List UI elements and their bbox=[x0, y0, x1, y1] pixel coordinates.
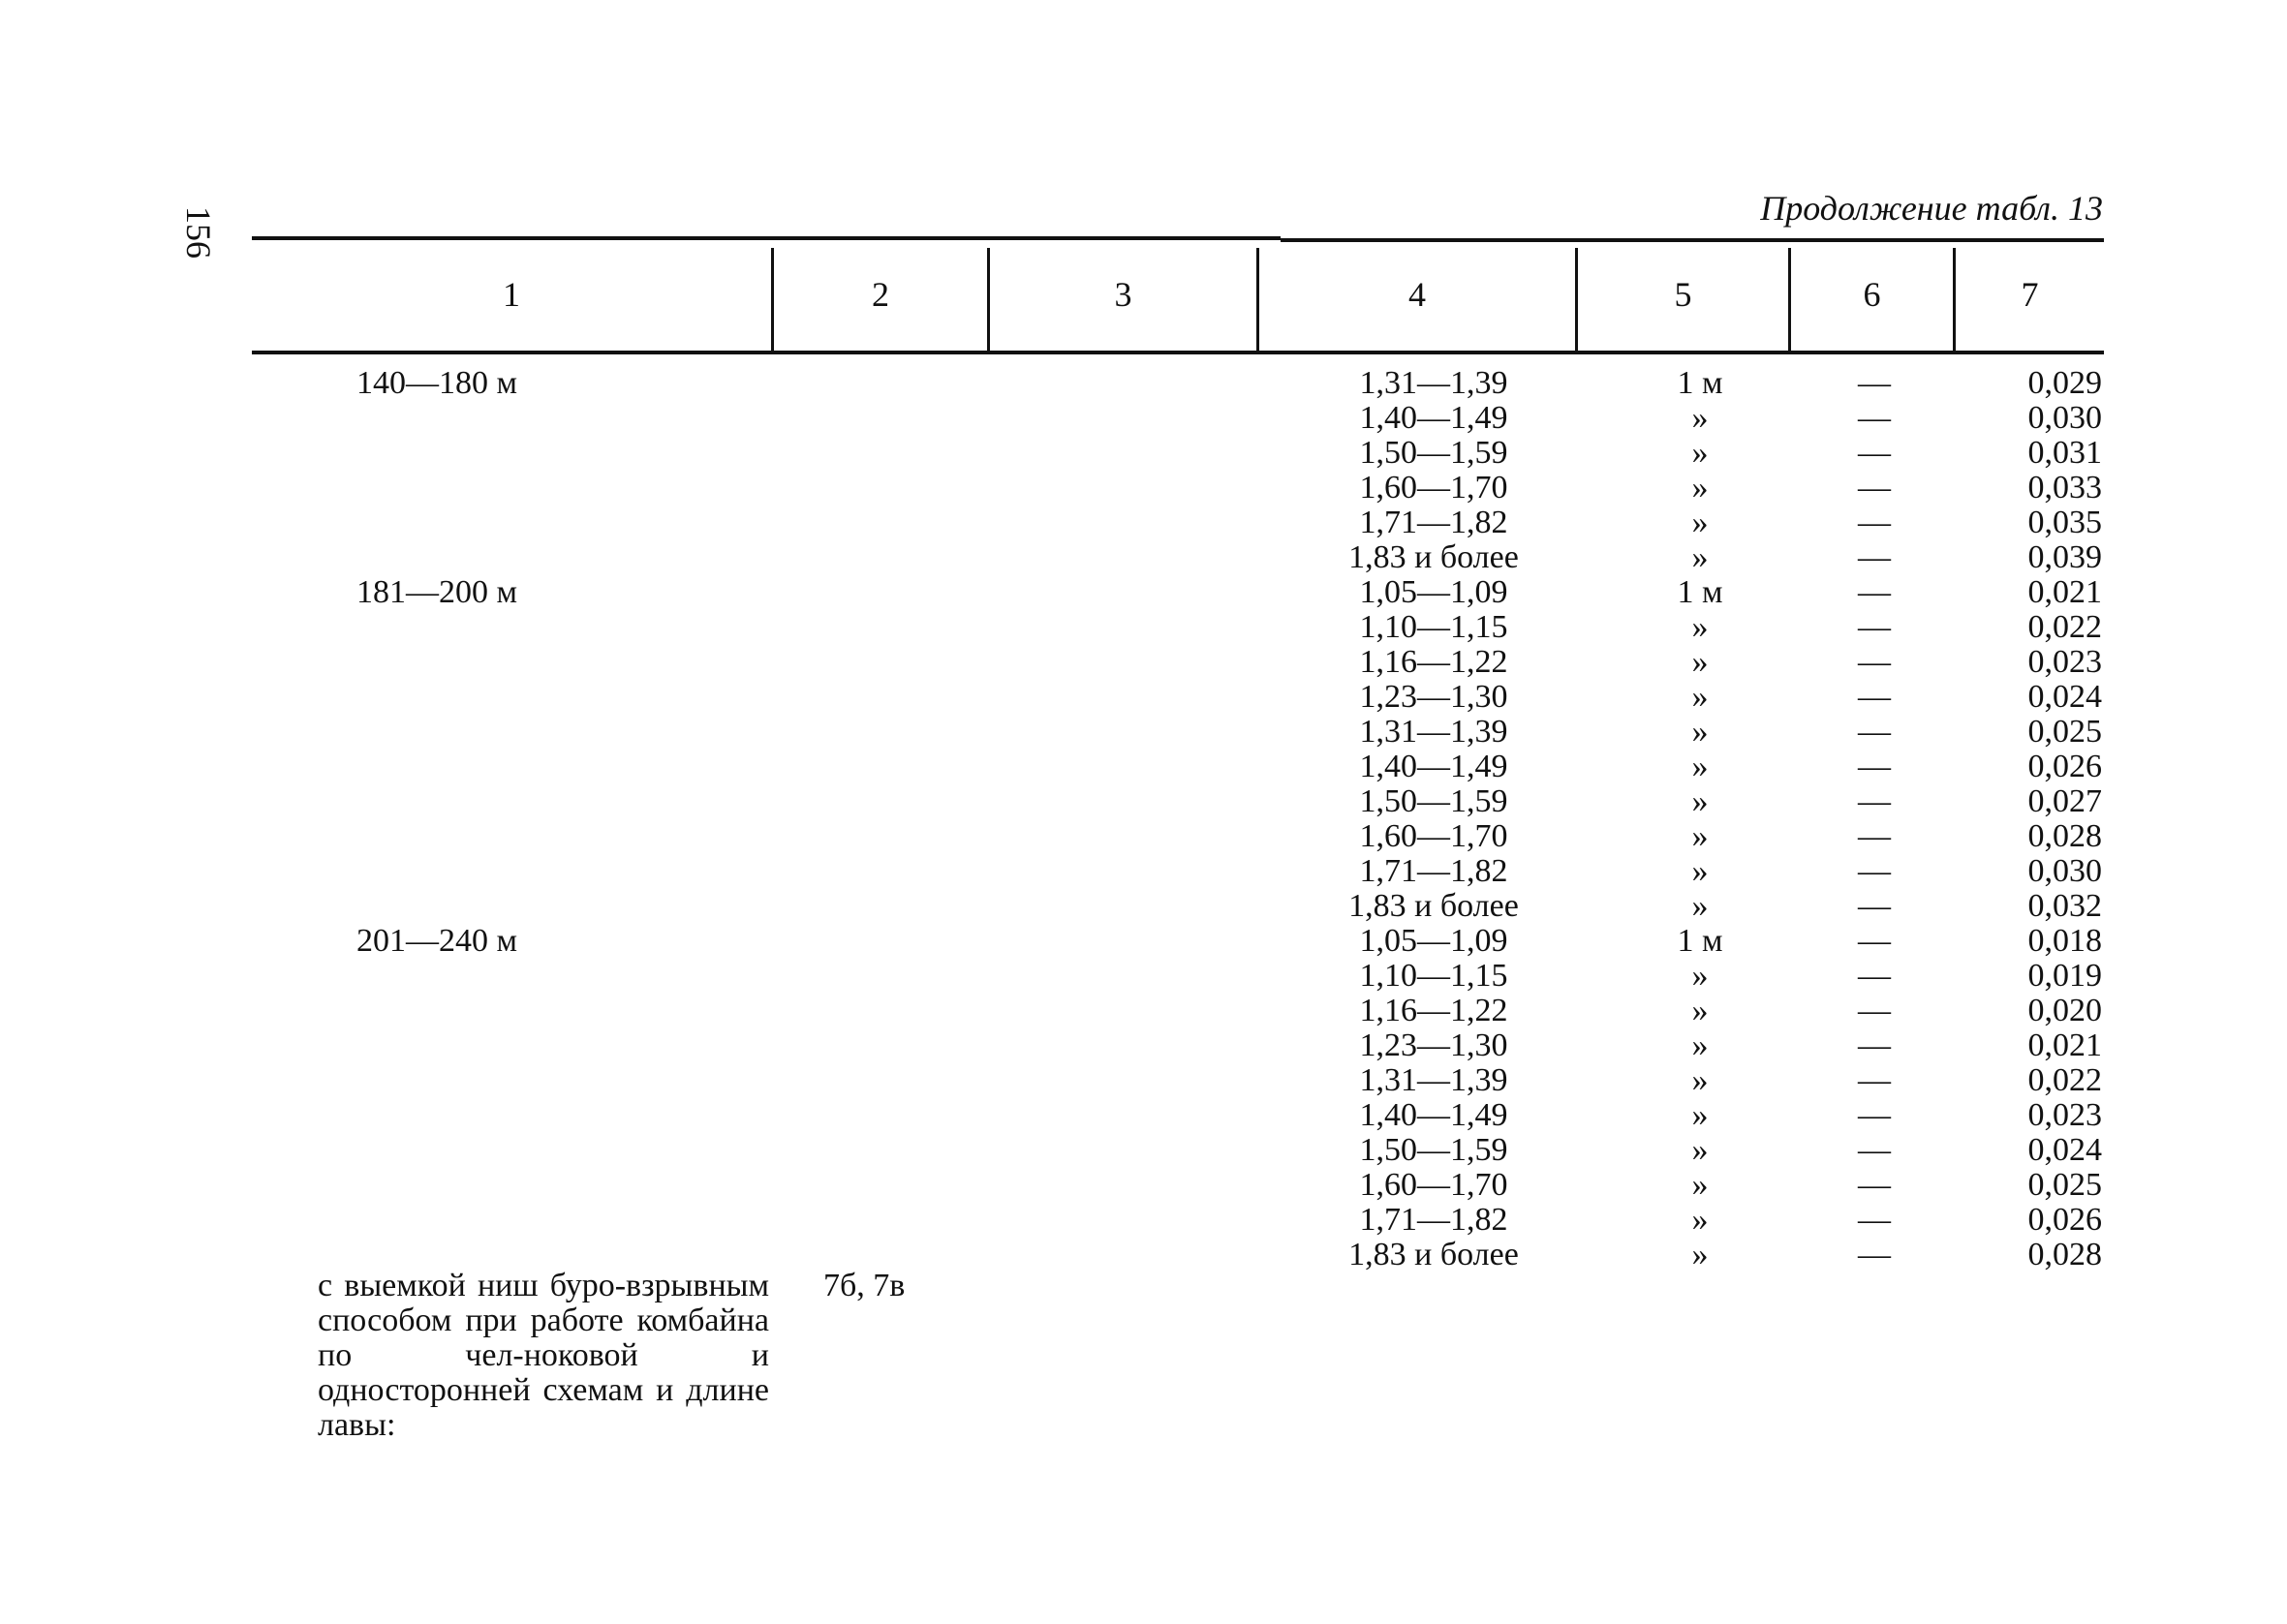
cell-c1: 140—180 м bbox=[356, 365, 518, 401]
table-row bbox=[0, 506, 2287, 540]
cell-c6: — bbox=[1858, 679, 1891, 715]
table-row bbox=[0, 471, 2287, 506]
cell-c5: » bbox=[1691, 470, 1709, 506]
cell-c6: — bbox=[1858, 1167, 1891, 1203]
cell-c7: 0,025 bbox=[2027, 1167, 2102, 1203]
cell-c7: 0,023 bbox=[2027, 1097, 2102, 1133]
cell-c6: — bbox=[1858, 714, 1891, 750]
cell-c5: » bbox=[1691, 783, 1709, 819]
table-row bbox=[0, 784, 2287, 819]
table-row bbox=[0, 1133, 2287, 1168]
cell-c6: — bbox=[1858, 853, 1891, 889]
cell-c6: — bbox=[1858, 574, 1891, 610]
table-row bbox=[0, 436, 2287, 471]
table-body bbox=[0, 366, 2287, 1272]
cell-c4: 1,83 и более bbox=[1348, 539, 1519, 575]
cell-c4: 1,23—1,30 bbox=[1359, 1027, 1508, 1063]
cell-c7: 0,035 bbox=[2027, 505, 2102, 540]
table-row bbox=[0, 366, 2287, 401]
cell-c7: 0,027 bbox=[2027, 783, 2102, 819]
table-row bbox=[0, 1203, 2287, 1238]
table-row bbox=[0, 1028, 2287, 1063]
column-header-4: 4 bbox=[1408, 275, 1426, 314]
cell-c6: — bbox=[1858, 435, 1891, 471]
cell-c4: 1,83 и более bbox=[1348, 1237, 1519, 1272]
cell-c5: » bbox=[1691, 1132, 1709, 1168]
cell-c6: — bbox=[1858, 888, 1891, 924]
cell-c4: 1,10—1,15 bbox=[1359, 958, 1508, 994]
subheading-refs: 7б, 7в bbox=[823, 1268, 906, 1303]
cell-c7: 0,030 bbox=[2027, 400, 2102, 436]
cell-c7: 0,018 bbox=[2027, 923, 2102, 959]
table-row bbox=[0, 1098, 2287, 1133]
cell-c7: 0,028 bbox=[2027, 818, 2102, 854]
cell-c4: 1,60—1,70 bbox=[1359, 1167, 1508, 1203]
cell-c4: 1,31—1,39 bbox=[1359, 1062, 1508, 1098]
cell-c6: — bbox=[1858, 1202, 1891, 1238]
cell-c7: 0,029 bbox=[2027, 365, 2102, 401]
cell-c6: — bbox=[1858, 783, 1891, 819]
table-row bbox=[0, 750, 2287, 784]
cell-c5: » bbox=[1691, 435, 1709, 471]
cell-c7: 0,019 bbox=[2027, 958, 2102, 994]
cell-c7: 0,028 bbox=[2027, 1237, 2102, 1272]
cell-c5: » bbox=[1691, 1097, 1709, 1133]
table-row bbox=[0, 680, 2287, 715]
cell-c5: » bbox=[1691, 609, 1709, 645]
cell-c6: — bbox=[1858, 1062, 1891, 1098]
top-rule-left bbox=[252, 236, 1281, 240]
cell-c4: 1,31—1,39 bbox=[1359, 365, 1508, 401]
cell-c5: » bbox=[1691, 539, 1709, 575]
cell-c5: » bbox=[1691, 749, 1709, 784]
column-header-1: 1 bbox=[503, 275, 520, 314]
cell-c4: 1,05—1,09 bbox=[1359, 574, 1508, 610]
cell-c4: 1,40—1,49 bbox=[1359, 1097, 1508, 1133]
cell-c6: — bbox=[1858, 400, 1891, 436]
cell-c7: 0,024 bbox=[2027, 1132, 2102, 1168]
table-row bbox=[0, 854, 2287, 889]
table-row bbox=[0, 645, 2287, 680]
cell-c6: — bbox=[1858, 505, 1891, 540]
cell-c6: — bbox=[1858, 644, 1891, 680]
cell-c7: 0,030 bbox=[2027, 853, 2102, 889]
cell-c5: » bbox=[1691, 1062, 1709, 1098]
cell-c6: — bbox=[1858, 365, 1891, 401]
page-number: 156 bbox=[179, 206, 218, 259]
cell-c6: — bbox=[1858, 749, 1891, 784]
cell-c5: » bbox=[1691, 958, 1709, 994]
cell-c5: » bbox=[1691, 505, 1709, 540]
cell-c6: — bbox=[1858, 1097, 1891, 1133]
cell-c6: — bbox=[1858, 470, 1891, 506]
column-header-2: 2 bbox=[872, 275, 889, 314]
cell-c4: 1,50—1,59 bbox=[1359, 435, 1508, 471]
cell-c4: 1,50—1,59 bbox=[1359, 783, 1508, 819]
cell-c4: 1,40—1,49 bbox=[1359, 749, 1508, 784]
column-header-3: 3 bbox=[1114, 275, 1132, 314]
table-row bbox=[0, 819, 2287, 854]
table-row bbox=[0, 540, 2287, 575]
cell-c4: 1,16—1,22 bbox=[1359, 993, 1508, 1028]
cell-c5: » bbox=[1691, 644, 1709, 680]
table-row bbox=[0, 610, 2287, 645]
cell-c4: 1,40—1,49 bbox=[1359, 400, 1508, 436]
cell-c6: — bbox=[1858, 1237, 1891, 1272]
table-caption: Продолжение табл. 13 bbox=[1760, 189, 2103, 228]
column-header-7: 7 bbox=[2021, 275, 2039, 314]
cell-c5: » bbox=[1691, 1237, 1709, 1272]
cell-c7: 0,021 bbox=[2027, 1027, 2102, 1063]
cell-c7: 0,032 bbox=[2027, 888, 2102, 924]
cell-c6: — bbox=[1858, 993, 1891, 1028]
cell-c7: 0,031 bbox=[2027, 435, 2102, 471]
cell-c4: 1,16—1,22 bbox=[1359, 644, 1508, 680]
cell-c6: — bbox=[1858, 923, 1891, 959]
cell-c4: 1,71—1,82 bbox=[1359, 505, 1508, 540]
cell-c7: 0,025 bbox=[2027, 714, 2102, 750]
table-row bbox=[0, 401, 2287, 436]
table-row bbox=[0, 1168, 2287, 1203]
cell-c4: 1,71—1,82 bbox=[1359, 853, 1508, 889]
cell-c5: » bbox=[1691, 400, 1709, 436]
cell-c4: 1,05—1,09 bbox=[1359, 923, 1508, 959]
cell-c1: 181—200 м bbox=[356, 574, 518, 610]
cell-c5: 1 м bbox=[1677, 365, 1723, 401]
cell-c4: 1,50—1,59 bbox=[1359, 1132, 1508, 1168]
cell-c7: 0,039 bbox=[2027, 539, 2102, 575]
column-header-6: 6 bbox=[1863, 275, 1881, 314]
table-row bbox=[0, 1063, 2287, 1098]
cell-c5: 1 м bbox=[1677, 574, 1723, 610]
cell-c7: 0,022 bbox=[2027, 1062, 2102, 1098]
cell-c7: 0,026 bbox=[2027, 1202, 2102, 1238]
cell-c4: 1,71—1,82 bbox=[1359, 1202, 1508, 1238]
cell-c7: 0,022 bbox=[2027, 609, 2102, 645]
cell-c5: » bbox=[1691, 1202, 1709, 1238]
cell-c7: 0,026 bbox=[2027, 749, 2102, 784]
cell-c5: » bbox=[1691, 1027, 1709, 1063]
cell-c4: 1,60—1,70 bbox=[1359, 818, 1508, 854]
cell-c6: — bbox=[1858, 1132, 1891, 1168]
table-row bbox=[0, 575, 2287, 610]
cell-c5: » bbox=[1691, 714, 1709, 750]
subheading-text: с выемкой ниш буро-взрывным способом при работе комбайна по чел-ноковой и односторонней схемам и длине лавы: bbox=[318, 1268, 769, 1443]
cell-c7: 0,023 bbox=[2027, 644, 2102, 680]
table-row bbox=[0, 889, 2287, 924]
cell-c4: 1,23—1,30 bbox=[1359, 679, 1508, 715]
cell-c1: 201—240 м bbox=[356, 923, 518, 959]
cell-c5: » bbox=[1691, 993, 1709, 1028]
cell-c4: 1,31—1,39 bbox=[1359, 714, 1508, 750]
table-row bbox=[0, 715, 2287, 750]
cell-c5: » bbox=[1691, 679, 1709, 715]
cell-c5: » bbox=[1691, 888, 1709, 924]
cell-c7: 0,021 bbox=[2027, 574, 2102, 610]
cell-c4: 1,10—1,15 bbox=[1359, 609, 1508, 645]
cell-c6: — bbox=[1858, 609, 1891, 645]
header-bottom-rule bbox=[252, 351, 2104, 354]
cell-c5: » bbox=[1691, 818, 1709, 854]
cell-c6: — bbox=[1858, 958, 1891, 994]
column-header-5: 5 bbox=[1674, 275, 1692, 314]
cell-c6: — bbox=[1858, 1027, 1891, 1063]
cell-c5: » bbox=[1691, 853, 1709, 889]
cell-c4: 1,60—1,70 bbox=[1359, 470, 1508, 506]
cell-c6: — bbox=[1858, 539, 1891, 575]
table-row bbox=[0, 994, 2287, 1028]
top-rule-right bbox=[1281, 238, 2104, 242]
table-row bbox=[0, 924, 2287, 959]
cell-c5: 1 м bbox=[1677, 923, 1723, 959]
cell-c7: 0,020 bbox=[2027, 993, 2102, 1028]
cell-c4: 1,83 и более bbox=[1348, 888, 1519, 924]
cell-c7: 0,033 bbox=[2027, 470, 2102, 506]
table-row bbox=[0, 959, 2287, 994]
cell-c6: — bbox=[1858, 818, 1891, 854]
cell-c7: 0,024 bbox=[2027, 679, 2102, 715]
cell-c5: » bbox=[1691, 1167, 1709, 1203]
